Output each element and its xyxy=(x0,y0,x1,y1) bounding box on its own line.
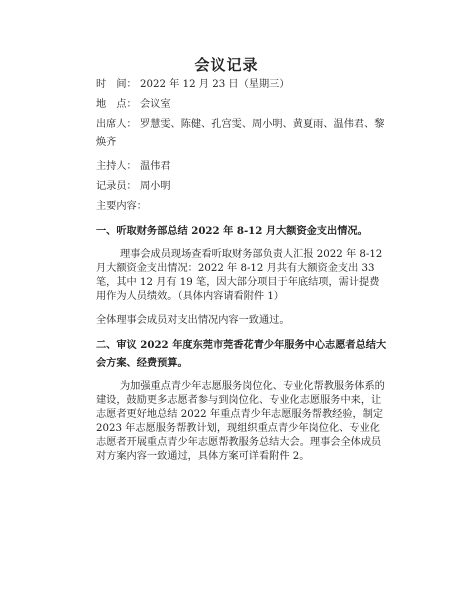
section-1-title: 一、听取财务部总结 2022 年 8-12 月大额资金支出情况。 xyxy=(96,225,368,237)
attendees-line-2: 焕齐 xyxy=(96,137,117,148)
host-label: 主持人： xyxy=(96,161,137,172)
recorder-label: 记录员： xyxy=(96,181,137,192)
attendees-label: 出席人： xyxy=(96,119,137,130)
attendees-line-1: 罗慧雯、陈健、孔宫雯、周小明、黄夏雨、温伟君、黎 xyxy=(140,119,385,130)
meeting-time xyxy=(96,78,290,92)
attendees xyxy=(96,118,385,132)
host xyxy=(96,160,171,174)
section-2-title-line-1: 二、审议 2022 年度东莞市莞香花青少年服务中心志愿者总结大 xyxy=(96,339,387,351)
section-1-paragraph-1: 理事会成员现场查看听取财务部负责人汇报 2022 年 8-12 月大额资金支出情况：2022 年 8-12 月共有大额资金支出 33 笔，其中 12 月有 19 笔，因大部分项目于年底结项，需计提费用作为人员绩效。（具体内容请看附件 1） xyxy=(96,249,383,302)
place-value: 会议室 xyxy=(140,99,171,110)
host-value: 温伟君 xyxy=(140,161,171,172)
recorder xyxy=(96,180,171,194)
content-label: 主要内容： xyxy=(96,201,147,212)
document-title: 会议记录 xyxy=(194,56,259,74)
recorder-value: 周小明 xyxy=(140,181,171,192)
place-label: 地 点： xyxy=(96,99,137,110)
section-2-paragraph-1: 为加强重点青少年志愿服务岗位化、专业化帮教服务体系的建设，鼓励更多志愿者参与到岗位化、专业化志愿服务中来，让志愿者更好地总结 2022 年重点青少年志愿服务帮教经验，制定 2023 年志愿服务帮教计划，现组织重点青少年岗位化、专业化志愿者开展重点青少年志愿帮教服务总结大会。理事会全体成员对方案内容一致通过，具体方案可详看附件 2。 xyxy=(96,381,385,462)
time-label: 时 间： xyxy=(96,79,137,90)
section-2-title-line-2: 会方案、经费预算。 xyxy=(96,357,188,369)
section-1-paragraph-2: 全体理事会成员对支出情况内容一致通过。 xyxy=(96,315,290,326)
time-value: 2022 年 12 月 23 日（星期三） xyxy=(140,79,290,90)
meeting-place xyxy=(96,98,171,112)
